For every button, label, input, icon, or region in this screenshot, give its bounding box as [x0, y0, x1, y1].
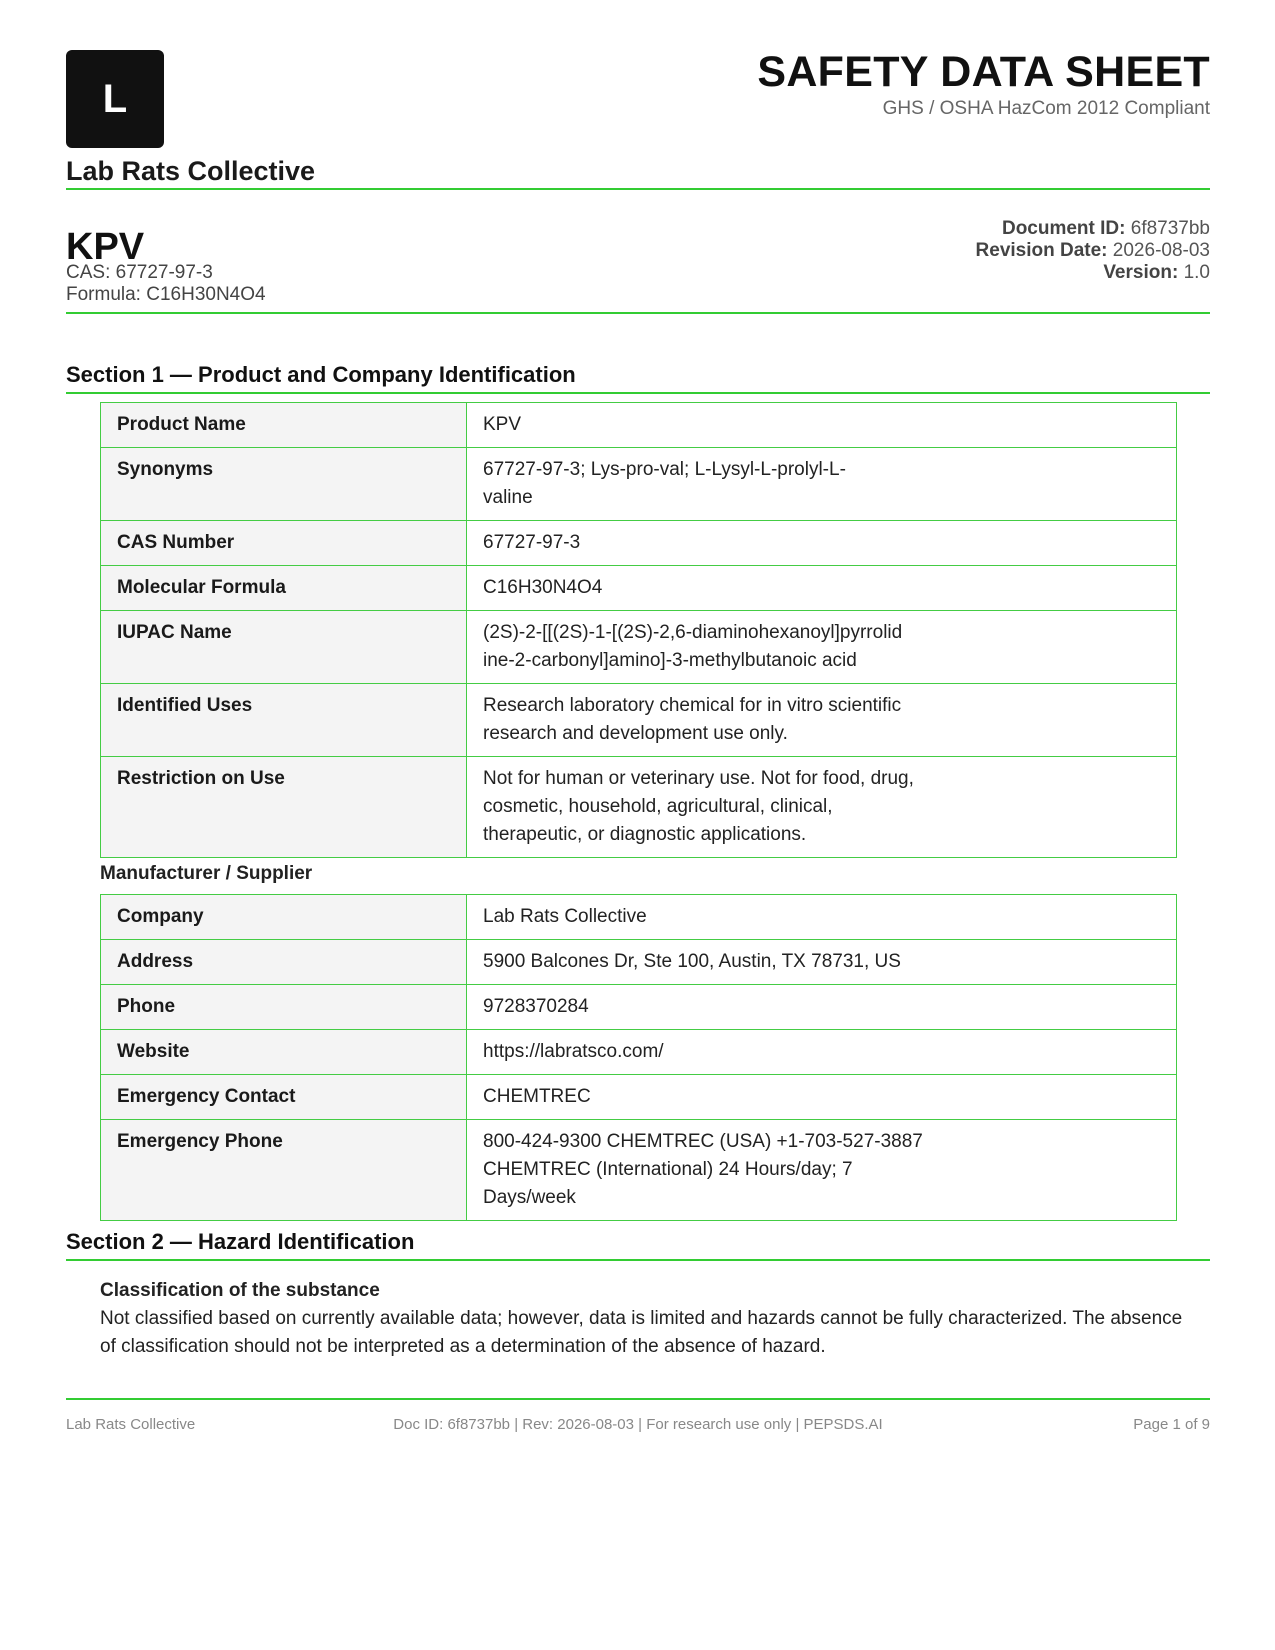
table-row [101, 566, 1177, 611]
row-key: Address [101, 940, 467, 985]
product-identification-table [100, 402, 1177, 858]
row-key: Phone [101, 985, 467, 1030]
revision-date-label: Revision Date: [975, 240, 1108, 261]
row-key: Company [101, 895, 467, 940]
supplier-table [100, 894, 1177, 1221]
row-key: Website [101, 1030, 467, 1075]
company-name: Lab Rats Collective [66, 156, 316, 186]
table-row [101, 940, 1177, 985]
table-row [101, 448, 1177, 521]
row-value: 9728370284 [483, 996, 589, 1017]
logo-letter: L [102, 76, 128, 121]
document-id [1002, 218, 1210, 240]
section-2-title: Section 2 — Hazard Identification [66, 1229, 415, 1254]
table-row [101, 1120, 1177, 1221]
table-row [101, 684, 1177, 757]
row-value-cell [467, 940, 1177, 985]
row-value-cell [467, 1120, 1177, 1221]
document-version [1103, 262, 1210, 284]
row-value: C16H30N4O4 [483, 577, 603, 598]
version-value: 1.0 [1183, 262, 1210, 283]
row-value: (2S)-2-[[(2S)-1-[(2S)-2,6-diaminohexanoyl]pyrrolidine-2-carbonyl]amino]-3-methylbutanoic acid [483, 622, 903, 671]
product-formula: Formula: C16H30N4O4 [66, 284, 266, 305]
supplier-heading: Manufacturer / Supplier [100, 863, 313, 884]
document-id-value: 6f8737bb [1130, 218, 1210, 239]
row-value-cell [467, 684, 1177, 757]
row-key: Restriction on Use [101, 757, 467, 858]
footer-divider [66, 1398, 1210, 1400]
product-cas: CAS: 67727-97-3 [66, 262, 213, 283]
row-value-cell [467, 757, 1177, 858]
product-name: KPV [66, 226, 145, 268]
row-value-cell [467, 1075, 1177, 1120]
row-value: 67727-97-3; Lys-pro-val; L-Lysyl-L-prolyl-L-valine [483, 459, 846, 508]
row-value: Research laboratory chemical for in vitro scientific research and development use only. [483, 695, 902, 744]
row-value: 5900 Balcones Dr, Ste 100, Austin, TX 78731, US [483, 951, 901, 972]
row-value-cell [467, 521, 1177, 566]
row-key: CAS Number [101, 521, 467, 566]
row-value-cell [467, 566, 1177, 611]
version-label: Version: [1103, 262, 1179, 283]
table-row [101, 1030, 1177, 1075]
row-value-cell [467, 448, 1177, 521]
table-row [101, 757, 1177, 858]
row-key: Molecular Formula [101, 566, 467, 611]
row-value-cell [467, 985, 1177, 1030]
row-key: Synonyms [101, 448, 467, 521]
row-value: Not for human or veterinary use. Not for food, drug, cosmetic, household, agricultural, clinical, therapeutic, or diagnostic applications. [483, 768, 914, 845]
website-link[interactable]: https://labratsco.com/ [483, 1041, 664, 1062]
section-2-rule [66, 1259, 1210, 1261]
company-logo [66, 50, 164, 148]
row-key: Emergency Phone [101, 1120, 467, 1221]
table-row [101, 895, 1177, 940]
table-row [101, 1075, 1177, 1120]
product-divider [66, 312, 1210, 314]
row-value: 67727-97-3 [483, 532, 581, 553]
classification-heading: Classification of the substance [100, 1280, 380, 1301]
row-value-cell [467, 1030, 1177, 1075]
document-subtitle: GHS / OSHA HazCom 2012 Compliant [882, 98, 1210, 119]
row-key: IUPAC Name [101, 611, 467, 684]
footer-doc-info: Doc ID: 6f8737bb | Rev: 2026-08-03 | For research use only | PEPSDS.AI [393, 1416, 883, 1433]
row-value: CHEMTREC [483, 1086, 591, 1107]
classification-text: Not classified based on currently available data; however, data is limited and hazards cannot be fully characterized. The absence of classification should not be interpreted as a determination of the absence of hazard. [100, 1308, 1183, 1357]
footer-page-number: Page 1 of 9 [1133, 1416, 1210, 1433]
revision-date [976, 240, 1210, 262]
row-value-cell [467, 895, 1177, 940]
row-value: 800-424-9300 CHEMTREC (USA) +1-703-527-3887 CHEMTREC (International) 24 Hours/day; 7 Days/week [483, 1131, 923, 1208]
revision-date-value: 2026-08-03 [1112, 240, 1210, 261]
document-title: SAFETY DATA SHEET [757, 48, 1210, 96]
row-value: Lab Rats Collective [483, 906, 647, 927]
footer-company: Lab Rats Collective [66, 1416, 196, 1433]
section-1-title: Section 1 — Product and Company Identification [66, 362, 576, 387]
table-row [101, 985, 1177, 1030]
row-key: Emergency Contact [101, 1075, 467, 1120]
table-row [101, 521, 1177, 566]
table-row [101, 403, 1177, 448]
row-key: Product Name [101, 403, 467, 448]
table-row [101, 611, 1177, 684]
row-key: Identified Uses [101, 684, 467, 757]
row-value-cell [467, 403, 1177, 448]
row-value: KPV [483, 414, 522, 435]
row-value-cell [467, 611, 1177, 684]
header-divider [66, 188, 1210, 190]
section-1-rule [66, 392, 1210, 394]
document-id-label: Document ID: [1001, 218, 1126, 239]
